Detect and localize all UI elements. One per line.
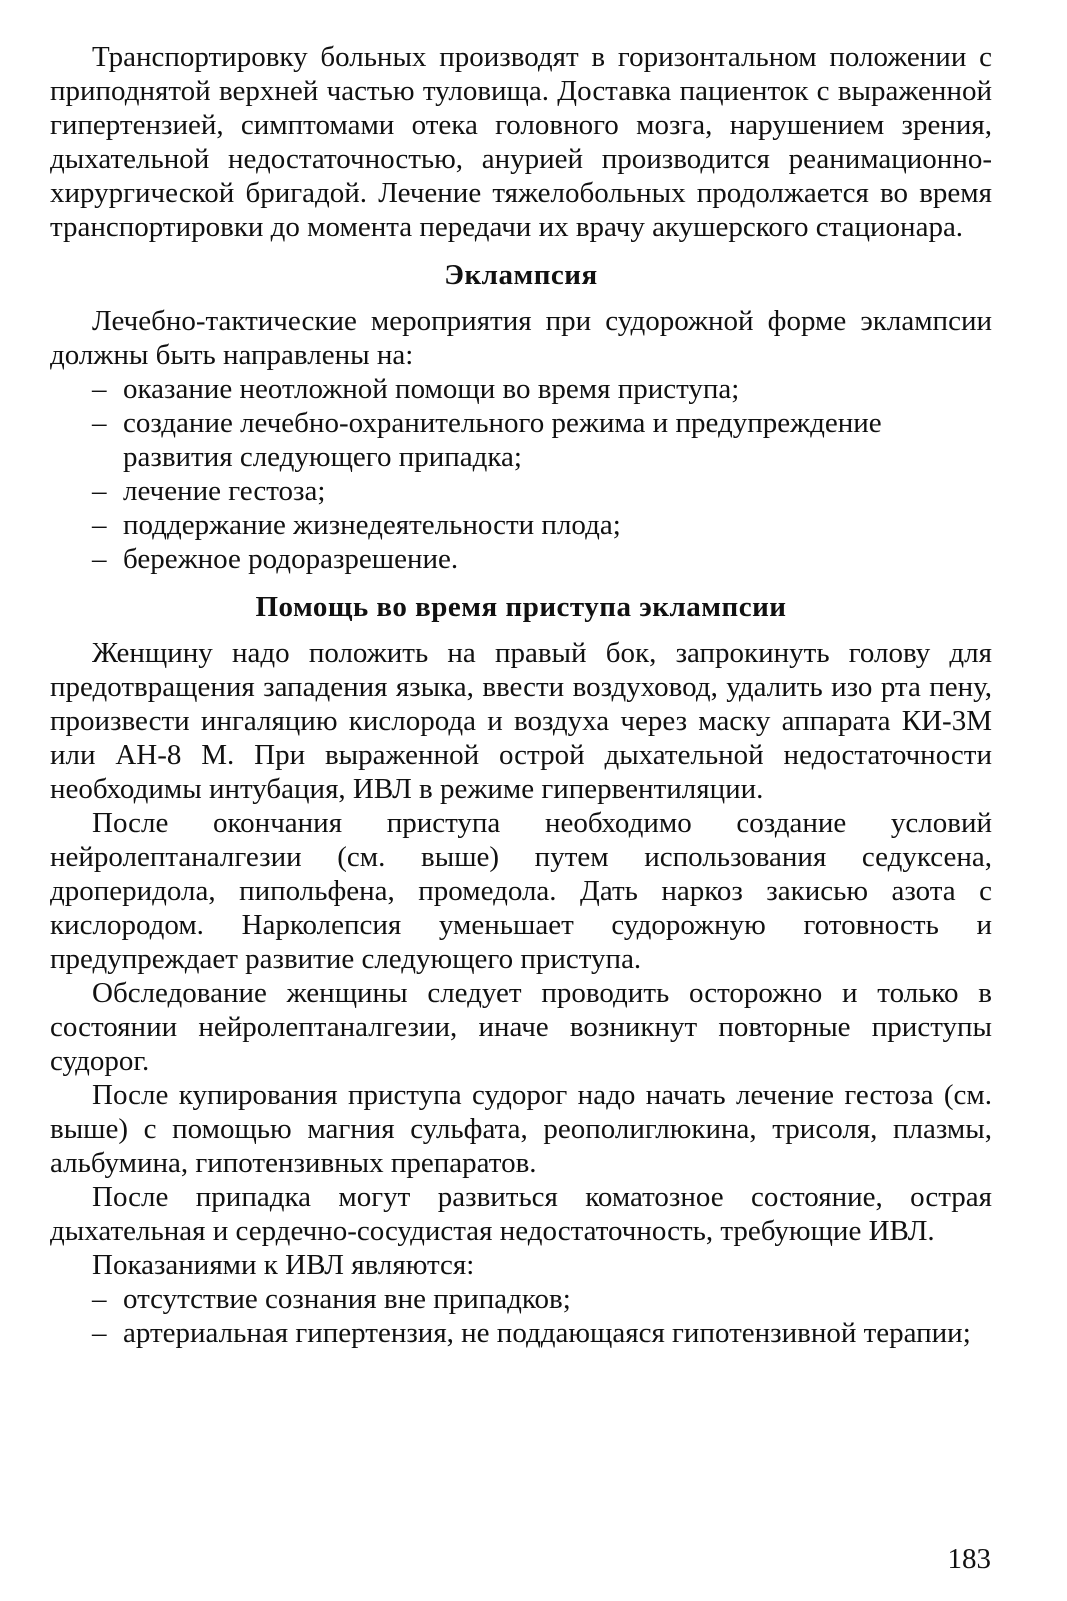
- paragraph-measures-intro: Лечебно-тактические мероприятия при судорожной форме эклампсии должны быть направлены на:: [50, 305, 992, 371]
- page-content: [50, 40, 992, 1350]
- heading-eclampsia: Эклампсия: [444, 259, 598, 291]
- list-item: – лечение гестоза;: [92, 475, 326, 507]
- list-dash: –: [92, 407, 107, 439]
- paragraph-gestosis-treatment: После купирования приступа судорог надо начать лечение гестоза (см. выше) с помощью магния сульфата, реополиглюкина, трисоля, плазмы, альбумина, гипотензивных препаратов.: [50, 1079, 992, 1179]
- list-item: – отсутствие сознания вне припадков;: [92, 1283, 571, 1315]
- list-dash: –: [92, 475, 107, 507]
- paragraph-position: Женщину надо положить на правый бок, запрокинуть голову для предотвращения западения языка, ввести воздуховод, удалить изо рта пену, произвести ингаляцию кислорода и воздуха через маску аппарата КИ-3М или АН-8 М. При выраженной острой дыхательной недостаточности необходимы интубация, ИВЛ в режиме гипервентиляции.: [50, 637, 992, 805]
- list-dash: –: [92, 373, 107, 405]
- paragraph-examination: Обследование женщины следует проводить осторожно и только в состоянии нейролептаналгезии, иначе возникнут повторные приступы судорог.: [50, 977, 992, 1077]
- paragraph-complications: После припадка могут развиться коматозное состояние, острая дыхательная и сердечно-сосудистая недостаточность, требующие ИВЛ.: [50, 1181, 992, 1247]
- paragraph-ivl-indications: Показаниями к ИВЛ являются:: [92, 1249, 475, 1281]
- list-dash: –: [92, 1317, 107, 1349]
- list-item: – поддержание жизнедеятельности плода;: [92, 509, 621, 541]
- heading-attack-help: Помощь во время приступа эклампсии: [255, 591, 787, 623]
- measures-list: [50, 372, 992, 576]
- list-item: – создание лечебно-охранительного режима и предупреждение развития следующего припадка;: [92, 407, 882, 473]
- paragraph-after-attack: После окончания приступа необходимо создание условий нейролептаналгезии (см. выше) путем использования седуксена, дроперидола, пипольфена, промедола. Дать наркоз закисью азота с кислородом. Нарколепсия уменьшает судорожную готовность и предупреждает развитие следующего приступа.: [50, 807, 992, 975]
- list-dash: –: [92, 509, 107, 541]
- ivl-indications-list: [50, 1282, 992, 1350]
- page-number: 183: [947, 1543, 991, 1575]
- list-item: – бережное родоразрешение.: [92, 543, 459, 575]
- list-dash: –: [92, 1283, 107, 1315]
- paragraph-transport: Транспортировку больных производят в горизонтальном положении с приподнятой верхней частью туловища. Доставка пациенток с выраженной гипертензией, симптомами отека головного мозга, нарушением зрения, дыхательной недостаточностью, анурией производится реанимационно-хирургической бригадой. Лечение тяжелобольных продолжается во время транспортировки до момента передачи их врачу акушерского стационара.: [50, 41, 992, 243]
- list-item: – оказание неотложной помощи во время приступа;: [92, 373, 740, 405]
- list-dash: –: [92, 543, 107, 575]
- list-item: – артериальная гипертензия, не поддающаяся гипотензивной терапии;: [92, 1317, 971, 1349]
